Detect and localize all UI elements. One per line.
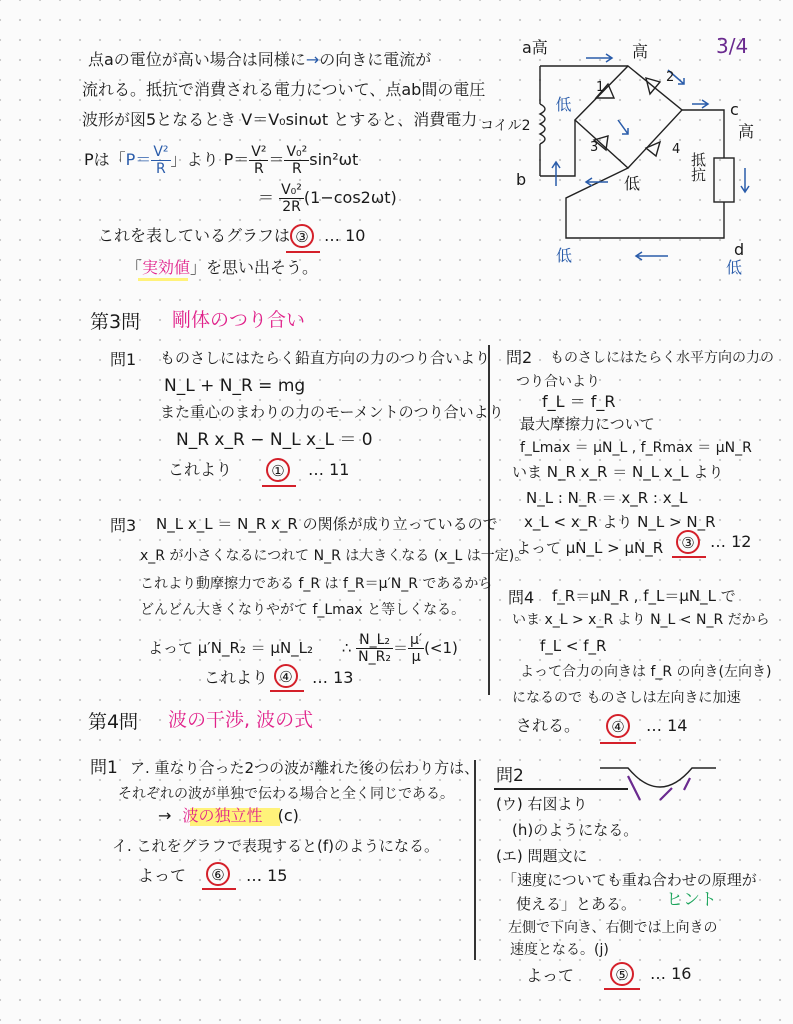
q3-q3-line3: これより動摩擦力である f_R は f_R＝μ′N_R であるから	[140, 576, 493, 592]
arrow-current-c	[692, 100, 708, 108]
numerator: V²	[251, 144, 267, 160]
q3-q4-line3: f_L < f_R	[540, 637, 607, 655]
text: よって μ′N_R₂ ＝ μN_L₂	[148, 639, 314, 657]
low-bottom-label: 低	[556, 246, 573, 265]
underline	[270, 690, 304, 692]
diode-4	[646, 142, 660, 156]
q4-subtitle: 波の干渉, 波の式	[168, 709, 314, 731]
pulse-curve	[600, 768, 716, 787]
wire-c	[682, 110, 724, 158]
text: 点aの電位が高い場合は同様に	[88, 50, 306, 69]
text: (c)	[277, 806, 299, 825]
q4-q2-e2: 使える」とある。	[516, 895, 637, 913]
node-top-high-label: 高	[632, 42, 649, 61]
text: P＝	[125, 150, 152, 169]
text: ＝	[268, 150, 285, 169]
q3-q1-line3: また重心のまわりの力のモーメントのつり合いより	[160, 403, 504, 421]
q3-subtitle: 剛体のつり合い	[172, 309, 306, 331]
q4-q2-e: (エ) 問題文に	[496, 847, 588, 865]
q3-q1-line5: これより	[168, 460, 233, 479]
sec2-line6: これを表しているグラフは	[98, 226, 291, 245]
answer-number-14: … 14	[646, 716, 688, 735]
denominator: μ	[411, 649, 421, 665]
q3-q3-label: 問3	[110, 516, 137, 535]
q4-q2-label: 問2	[496, 766, 524, 786]
underline	[672, 556, 706, 558]
column-divider-lower	[474, 760, 476, 960]
q3-q3-line2: x_R が小さくなるにつれて N_R は大きくなる (x_L は一定)。	[140, 548, 529, 564]
q3-q1-line2: N_L + N_R = mg	[164, 376, 306, 396]
q3-q2-line6: いま N_R x_R ＝ N_L x_L より	[512, 463, 724, 481]
answer-number-15: … 15	[246, 866, 288, 885]
q4-title: 第4問	[88, 711, 139, 733]
answer-number-11: … 11	[308, 460, 350, 479]
q4-q1-line1: ア. 重なり合った2つの波が離れた後の伝わり方は、	[130, 759, 480, 777]
arrow-current-inner	[618, 120, 628, 134]
underline	[604, 988, 640, 990]
q4-q1-line4: よって	[138, 866, 187, 885]
arrow-right-icon: →	[158, 806, 172, 825]
fraction	[356, 632, 393, 665]
sec2-line3: 波形が図5となるとき V＝V₀sinωt とすると、消費電力	[82, 110, 478, 129]
q3-q1-line4: N_R x_R − N_L x_L ＝ 0	[176, 430, 373, 450]
arrow-current-return	[636, 252, 668, 260]
numerator: N_L₂	[356, 632, 393, 649]
therefore-symbol: ∴	[341, 639, 352, 657]
fraction	[408, 632, 424, 665]
text: ＝	[392, 639, 408, 657]
arrow-current-left	[552, 162, 560, 186]
text: Pは「	[84, 150, 126, 169]
resistor-label: 抵抗	[689, 152, 707, 182]
q3-q1-label: 問1	[110, 350, 137, 369]
text: (<1)	[424, 639, 458, 657]
answer-number-13: … 13	[312, 668, 354, 687]
text: ＝	[258, 188, 275, 207]
q4-q2-hint: ヒント	[666, 890, 717, 910]
q3-q4-line5: になるので ものさしは左向きに加速	[512, 690, 741, 706]
q4-q2-u: (ウ) 右図より	[496, 795, 588, 813]
diode-1-label: 1	[596, 80, 605, 95]
node-c-high-label: 高	[738, 122, 755, 141]
answer-14: ④	[606, 714, 630, 738]
q4-q2-e3: 左側で下向き、右側では上向きの	[508, 920, 718, 936]
text: 「	[126, 258, 143, 277]
answer-13: ④	[274, 664, 298, 688]
answer-number-12: … 12	[710, 532, 752, 551]
answer-15: ⑥	[206, 862, 230, 886]
text: 」より P＝	[170, 150, 250, 169]
q4-q1-line2: それぞれの波が単独で伝わる場合と全く同じである。	[118, 786, 454, 802]
text: 」を思い出そう。	[190, 258, 319, 277]
keyword-wave-independence: 波の独立性	[182, 806, 263, 825]
q3-q4-label: 問4	[508, 588, 535, 607]
q3-q4-line1: f_R＝μN_R , f_L＝μN_L で	[552, 587, 736, 605]
numerator: V₀²	[281, 182, 302, 198]
text: sin²ωt	[309, 150, 359, 169]
answer-10: ③	[290, 224, 314, 248]
q3-q2-line5: f_Lmax ＝ μN_L , f_Rmax ＝ μN_R	[520, 440, 752, 456]
diode-4-label: 4	[672, 142, 681, 157]
q3-q2-line8: x_L < x_R より N_L > N_R	[524, 513, 716, 531]
q3-q3-line1: N_L x_L ＝ N_R x_R の関係が成り立っているので	[156, 515, 498, 533]
answer-12: ③	[676, 530, 700, 554]
answer-16: ⑤	[610, 962, 634, 986]
node-d-label: d	[734, 240, 745, 259]
underline	[202, 888, 236, 890]
low-mid-label: 低	[624, 174, 641, 193]
denominator: R	[292, 161, 302, 177]
q3-q3-line4: どんどん大きくなりやがて f_Lmax と等しくなる。	[140, 602, 466, 618]
arrow-right-icon: →	[305, 50, 320, 69]
text: の向きに電流が	[319, 50, 432, 69]
q3-q4-line4: よって合力の向きは f_R の向き(左向き)	[520, 664, 772, 680]
denominator: N_R₂	[358, 649, 391, 665]
q3-q2-line2: つり合いより	[516, 374, 600, 390]
denominator: 2R	[282, 199, 301, 215]
low-left-label: 低	[553, 96, 572, 112]
answer-number-10: … 10	[324, 226, 366, 245]
q4-q2-e5: よって	[526, 966, 575, 985]
q3-q2-line7: N_L : N_R ＝ x_R : x_L	[526, 489, 688, 507]
answer-number-16: … 16	[650, 964, 692, 983]
q3-q3-line5	[148, 628, 458, 668]
sec2-line2: 流れる。抵抗で消費される電力について、点ab間の電圧	[82, 80, 486, 99]
q4-q1-line3: イ. これをグラフで表現すると(f)のようになる。	[112, 837, 439, 855]
q4-q1-arrow-line	[158, 806, 299, 826]
numerator: μ′	[409, 632, 423, 648]
denominator: R	[254, 161, 264, 177]
wave-superposition-sketch	[0, 0, 793, 100]
q3-q4-line6: される。	[516, 716, 581, 735]
coil-symbol	[540, 104, 545, 144]
q3-q2-line9: よって μN_L > μN_R	[516, 539, 664, 557]
numerator: V₀²	[286, 144, 308, 160]
q3-q4-line2: いま x_L > x_R より N_L < N_R だから	[512, 612, 770, 628]
keyword-effective-value: 実効値	[142, 258, 191, 277]
node-b-label: b	[516, 170, 527, 189]
q3-q1-line1: ものさしにはたらく鉛直方向の力のつり合いより	[160, 349, 491, 367]
q4-q1-label: 問1	[90, 758, 118, 778]
denominator: R	[156, 161, 166, 177]
numerator: V²	[153, 144, 169, 160]
page-mark: 3/4	[716, 34, 749, 58]
node-a-label: a高	[522, 38, 548, 57]
q3-title: 第3問	[90, 311, 141, 333]
diode-3-label: 3	[590, 140, 599, 155]
q2-label-rule	[494, 788, 628, 790]
underline	[600, 742, 636, 744]
resistor-symbol	[714, 158, 734, 202]
underline	[262, 485, 296, 487]
diode-2-label: 2	[666, 70, 675, 85]
node-c-label: c	[730, 100, 739, 119]
text: (1−cos2ωt)	[303, 188, 397, 207]
q4-q2-e4: 速度となる。(j)	[510, 942, 609, 958]
q3-q2-line3: f_L ＝ f_R	[542, 392, 616, 411]
q3-q3-line6: これより	[204, 668, 269, 687]
arrow-current-resistor	[741, 168, 749, 192]
q3-q2-label: 問2	[506, 348, 533, 367]
coil-label: コイル2	[480, 118, 531, 134]
q4-q2-e1: 「速度についても重ね合わせの原理が	[502, 871, 757, 889]
answer-11: ①	[266, 458, 290, 482]
q4-q2-h: (h)のようになる。	[512, 821, 639, 839]
node-d-low-label: 低	[726, 258, 743, 277]
q3-q2-line1: ものさしにはたらく水平方向の力の	[550, 350, 774, 366]
q3-q2-line4: 最大摩擦力について	[520, 415, 655, 433]
